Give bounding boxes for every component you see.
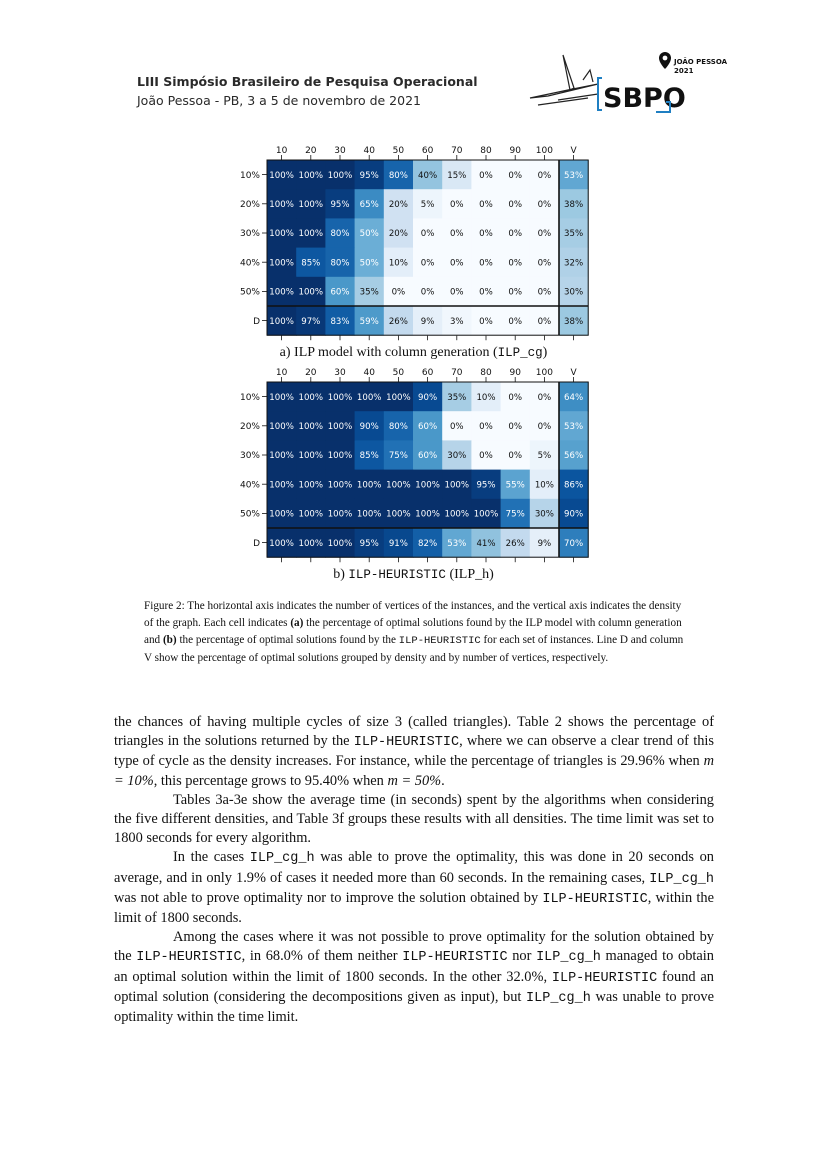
- x-tick-label: V: [570, 146, 577, 156]
- cell-label: 40%: [418, 170, 438, 181]
- cell-label: 100%: [327, 509, 353, 520]
- cell-label: 95%: [476, 480, 496, 491]
- cell-label: 0%: [537, 316, 552, 327]
- cell-label: 100%: [269, 287, 294, 298]
- y-tick-label: 30%: [239, 229, 260, 240]
- cell-label: 85%: [359, 451, 379, 462]
- cell-label: 10%: [388, 258, 408, 269]
- cell-label: 100%: [386, 392, 411, 403]
- cell-label: 100%: [298, 392, 324, 403]
- cell-label: 100%: [269, 316, 294, 327]
- x-tick-label: 80: [480, 368, 492, 378]
- y-tick-label: 40%: [239, 480, 260, 491]
- cell-label: 0%: [479, 200, 493, 210]
- cell-label: 100%: [269, 480, 294, 491]
- paragraph-2: Tables 3a-3e show the average time (in seconds) spent by the algorithms when considering the five different densities, and Table 3f groups these results with all densities. The time limit was set to 1800 seconds for every algorithm.: [114, 791, 714, 847]
- cell-label: 100%: [298, 170, 324, 181]
- cell-label: 100%: [327, 451, 353, 462]
- cell-label: 53%: [564, 170, 584, 181]
- cell-label: 0%: [449, 422, 464, 432]
- cell-label: 0%: [508, 200, 523, 210]
- cell-label: 90%: [359, 422, 379, 432]
- cell-label: 100%: [298, 287, 324, 298]
- y-tick-label: 20%: [239, 200, 260, 210]
- cell-label: 30%: [564, 287, 584, 298]
- x-tick-label: 50: [392, 368, 405, 378]
- x-tick-label: 100: [535, 368, 553, 378]
- cell-label: 0%: [508, 422, 523, 432]
- cell-label: 75%: [505, 509, 525, 520]
- x-tick-label: 50: [392, 146, 405, 156]
- x-tick-label: 40: [363, 368, 375, 378]
- cell-label: 0%: [537, 229, 552, 240]
- cell-label: 90%: [418, 392, 438, 403]
- x-tick-label: 70: [451, 368, 463, 378]
- y-tick-label: 10%: [239, 170, 260, 181]
- cell-label: 0%: [479, 258, 493, 269]
- cell-label: 95%: [330, 200, 350, 210]
- cell-label: 60%: [330, 287, 350, 298]
- cell-label: 60%: [418, 422, 438, 432]
- cell-label: 100%: [415, 480, 440, 491]
- cell-label: 100%: [327, 392, 353, 403]
- y-tick-label: 30%: [239, 451, 260, 462]
- paragraph-1: the chances of having multiple cycles of size 3 (called triangles). Table 2 shows the percentage of triangles in the solutions returned by the ILP-HEURISTIC, where we can observe a clear trend of this type of cycle as the density increases. For instance, while the percentage of triangles is 29.96% when m = 10%, this percentage grows to 95.40% when m = 50%.: [114, 714, 714, 789]
- cell-label: 70%: [564, 538, 584, 549]
- cell-label: 0%: [420, 229, 435, 240]
- cell-label: 0%: [537, 422, 552, 432]
- cell-label: 100%: [298, 480, 324, 491]
- cell-label: 0%: [420, 258, 435, 269]
- cell-label: 26%: [505, 538, 525, 549]
- cell-label: 0%: [508, 170, 523, 181]
- cell-label: 0%: [479, 287, 493, 298]
- x-tick-label: 90: [509, 368, 521, 378]
- cell-label: 20%: [388, 229, 408, 240]
- cell-label: 0%: [508, 316, 523, 327]
- cell-label: 100%: [415, 509, 440, 520]
- cell-label: 30%: [534, 509, 554, 520]
- cell-label: 10%: [534, 480, 554, 491]
- x-tick-label: 60: [421, 368, 434, 378]
- cell-label: 0%: [537, 200, 552, 210]
- cell-label: 100%: [298, 200, 324, 210]
- cell-label: 0%: [537, 392, 552, 403]
- cell-label: 53%: [564, 422, 584, 432]
- cell-label: 0%: [479, 316, 493, 327]
- cell-label: 0%: [537, 258, 552, 269]
- y-tick-label: 50%: [239, 509, 260, 520]
- cell-label: 85%: [301, 258, 321, 269]
- cell-label: 100%: [298, 451, 324, 462]
- cell-label: 95%: [359, 538, 379, 549]
- cell-label: 0%: [508, 287, 523, 298]
- cell-label: 100%: [269, 509, 294, 520]
- cell-label: 20%: [388, 200, 408, 210]
- paragraph-4: Among the cases where it was not possible to prove optimality for the solution obtained by the ILP-HEURISTIC, in 68.0% of them neither ILP-HEURISTIC nor ILP_cg_h managed to obtain an optimal solution within the limit of 1800 seconds. In the other 32.0%, ILP-HEURISTIC found an optimal solution (considering the decompositions given as input), but ILP_cg_h was unable to prove optimality within the time limit.: [114, 929, 714, 1026]
- cell-label: 64%: [564, 392, 584, 403]
- cell-label: 75%: [388, 451, 408, 462]
- cell-label: 10%: [476, 392, 496, 403]
- cell-label: 0%: [479, 170, 493, 181]
- cell-label: 100%: [386, 509, 411, 520]
- cell-label: 0%: [508, 392, 523, 403]
- cell-label: 38%: [564, 200, 584, 210]
- x-tick-label: 20: [305, 146, 317, 156]
- subcaption-b: b) ILP-HEURISTIC (ILP_h): [333, 567, 494, 582]
- paragraph-3: In the cases ILP_cg_h was able to prove the optimality, this was done in 20 seconds on average, and in only 1.9% of cases it needed more than 60 seconds. In the remaining cases, ILP_cg_h was not able to prove optimality nor to improve the solution obtained by ILP-HEURISTIC, within the limit of 1800 seconds.: [114, 849, 714, 927]
- cell-label: 50%: [359, 258, 379, 269]
- cell-label: 100%: [269, 170, 294, 181]
- x-tick-label: V: [570, 368, 577, 378]
- cell-label: 0%: [508, 229, 523, 240]
- cell-label: 59%: [359, 316, 379, 327]
- x-tick-label: 100: [535, 146, 553, 156]
- cell-label: 100%: [444, 509, 470, 520]
- cell-label: 5%: [537, 451, 552, 462]
- cell-label: 15%: [447, 170, 467, 181]
- cell-label: 0%: [479, 229, 493, 240]
- logo-year: 2021: [674, 67, 694, 75]
- cell-label: 100%: [356, 392, 382, 403]
- y-tick-label: 20%: [239, 422, 260, 432]
- cell-label: 100%: [269, 229, 294, 240]
- cell-label: 0%: [537, 287, 552, 298]
- logo-text: SBPO: [603, 83, 686, 114]
- cell-label: 65%: [359, 200, 379, 210]
- cell-label: 83%: [330, 316, 350, 327]
- cell-label: 0%: [479, 451, 493, 462]
- sbpo-logo: [528, 50, 728, 120]
- cell-label: 97%: [301, 316, 321, 327]
- cell-label: 95%: [359, 170, 379, 181]
- location-pin-icon: [659, 52, 671, 69]
- cell-label: 100%: [298, 229, 324, 240]
- heatmap-ilp-cg: [220, 140, 600, 342]
- cell-label: 100%: [269, 451, 294, 462]
- cell-label: 100%: [298, 422, 324, 432]
- cell-label: 91%: [388, 538, 408, 549]
- cell-label: 100%: [327, 170, 353, 181]
- cell-label: 100%: [356, 509, 382, 520]
- cell-label: 60%: [418, 451, 438, 462]
- cell-label: 100%: [269, 392, 294, 403]
- cell-label: 0%: [449, 258, 464, 269]
- cell-label: 0%: [537, 170, 552, 181]
- cell-label: 56%: [564, 451, 584, 462]
- cell-label: 100%: [269, 538, 294, 549]
- cell-label: 0%: [420, 287, 435, 298]
- cell-label: 100%: [269, 422, 294, 432]
- cell-label: 35%: [447, 392, 467, 403]
- cell-label: 35%: [359, 287, 379, 298]
- y-tick-label: 10%: [239, 392, 260, 403]
- cell-label: 26%: [388, 316, 408, 327]
- x-tick-label: 40: [363, 146, 375, 156]
- cell-label: 0%: [508, 258, 523, 269]
- cell-label: 0%: [479, 422, 493, 432]
- cell-label: 3%: [449, 316, 464, 327]
- cell-label: 50%: [359, 229, 379, 240]
- y-tick-label: 40%: [239, 258, 260, 269]
- header-subtitle: João Pessoa - PB, 3 a 5 de novembro de 2021: [137, 93, 421, 108]
- x-tick-label: 10: [275, 368, 288, 378]
- cell-label: 55%: [505, 480, 525, 491]
- cell-label: 100%: [386, 480, 411, 491]
- figure-caption: Figure 2: The horizontal axis indicates the number of vertices of the instances, and the vertical axis indicates the density of the graph. Each cell indicates (a) the percentage of optimal solutions found by the ILP model with column generation and (b) the percentage of optimal solutions found by the ILP-HEURISTIC for each set of instances. Line D and column V show the percentage of optimal solutions grouped by density and by number of vertices, respectively.: [144, 600, 684, 664]
- x-tick-label: 20: [305, 368, 317, 378]
- cell-label: 100%: [298, 509, 324, 520]
- cell-label: 82%: [418, 538, 438, 549]
- x-tick-label: 30: [334, 368, 346, 378]
- cell-label: 0%: [508, 451, 523, 462]
- cell-label: 100%: [473, 509, 499, 520]
- cell-label: 100%: [327, 538, 353, 549]
- y-tick-label: D: [253, 538, 260, 549]
- cell-label: 100%: [327, 480, 353, 491]
- cell-label: 100%: [356, 480, 382, 491]
- cell-label: 100%: [269, 200, 294, 210]
- cell-label: 90%: [564, 509, 584, 520]
- cell-label: 30%: [447, 451, 467, 462]
- cell-label: 38%: [564, 316, 584, 327]
- x-tick-label: 60: [421, 146, 434, 156]
- y-tick-label: 50%: [239, 287, 260, 298]
- cell-label: 80%: [330, 258, 350, 269]
- logo-city: JOÃO PESSOA: [674, 58, 728, 66]
- cell-label: 100%: [327, 422, 353, 432]
- x-tick-label: 10: [275, 146, 288, 156]
- cell-label: 0%: [449, 200, 464, 210]
- cell-label: 32%: [564, 258, 584, 269]
- cell-label: 53%: [447, 538, 467, 549]
- cell-label: 0%: [449, 287, 464, 298]
- header-title: LIII Simpósio Brasileiro de Pesquisa Operacional: [137, 74, 478, 89]
- cell-label: 9%: [420, 316, 435, 327]
- cell-label: 100%: [444, 480, 470, 491]
- cell-label: 80%: [330, 229, 350, 240]
- cell-label: 35%: [564, 229, 584, 240]
- cell-label: 0%: [391, 287, 406, 298]
- body-text: [114, 713, 714, 1027]
- cell-label: 80%: [388, 170, 408, 181]
- aircraft-icon: [530, 55, 598, 105]
- cell-label: 0%: [449, 229, 464, 240]
- cell-label: 5%: [420, 200, 435, 210]
- cell-label: 100%: [269, 258, 294, 269]
- cell-label: 86%: [564, 480, 584, 491]
- cell-label: 100%: [298, 538, 324, 549]
- heatmap-ilp-heuristic: [220, 362, 600, 564]
- cell-label: 41%: [476, 538, 496, 549]
- x-tick-label: 80: [480, 146, 492, 156]
- x-tick-label: 70: [451, 146, 463, 156]
- cell-label: 80%: [388, 422, 408, 432]
- subcaption-a: a) ILP model with column generation (ILP_cg): [279, 345, 548, 360]
- y-tick-label: D: [253, 316, 260, 327]
- x-tick-label: 30: [334, 146, 346, 156]
- x-tick-label: 90: [509, 146, 521, 156]
- cell-label: 9%: [537, 538, 552, 549]
